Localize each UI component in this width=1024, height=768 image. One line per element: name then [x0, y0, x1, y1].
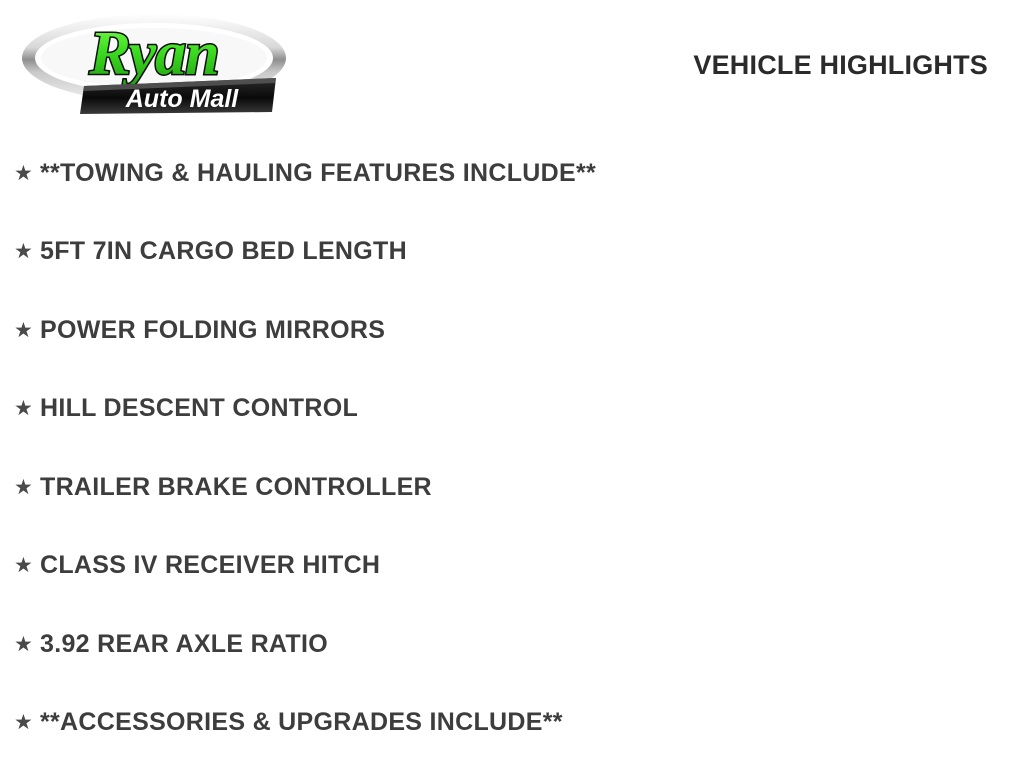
list-item [0, 448, 1024, 527]
list-item-label: **ACCESSORIES & UPGRADES INCLUDE** [40, 708, 563, 737]
highlights-list [0, 134, 1024, 762]
list-item-label: **TOWING & HAULING FEATURES INCLUDE** [40, 158, 597, 187]
svg-text:Auto Mall: Auto Mall [125, 85, 239, 113]
list-item-label: TRAILER BRAKE CONTROLLER [40, 472, 432, 501]
star-icon: ★ [14, 554, 33, 578]
list-item-label: 5FT 7IN CARGO BED LENGTH [40, 237, 407, 266]
list-item-label: POWER FOLDING MIRRORS [40, 315, 386, 344]
list-item-label: 3.92 REAR AXLE RATIO [40, 629, 328, 658]
list-item [0, 605, 1024, 684]
page-title: VEHICLE HIGHLIGHTS [693, 50, 988, 80]
star-icon: ★ [14, 475, 33, 499]
star-icon: ★ [14, 240, 33, 264]
star-icon: ★ [14, 632, 33, 656]
list-item [0, 370, 1024, 449]
svg-text:Ryan: Ryan [89, 20, 219, 88]
star-icon: ★ [14, 397, 33, 421]
list-item [0, 527, 1024, 606]
star-icon: ★ [14, 318, 33, 342]
list-item-label: CLASS IV RECEIVER HITCH [40, 551, 381, 580]
star-icon: ★ [14, 711, 33, 735]
star-icon: ★ [14, 161, 33, 185]
list-item [0, 684, 1024, 763]
ryan-auto-mall-logo [14, 8, 294, 120]
list-item [0, 134, 1024, 213]
list-item [0, 213, 1024, 292]
list-item [0, 291, 1024, 370]
list-item-label: HILL DESCENT CONTROL [40, 394, 359, 423]
page-header [0, 0, 1024, 128]
